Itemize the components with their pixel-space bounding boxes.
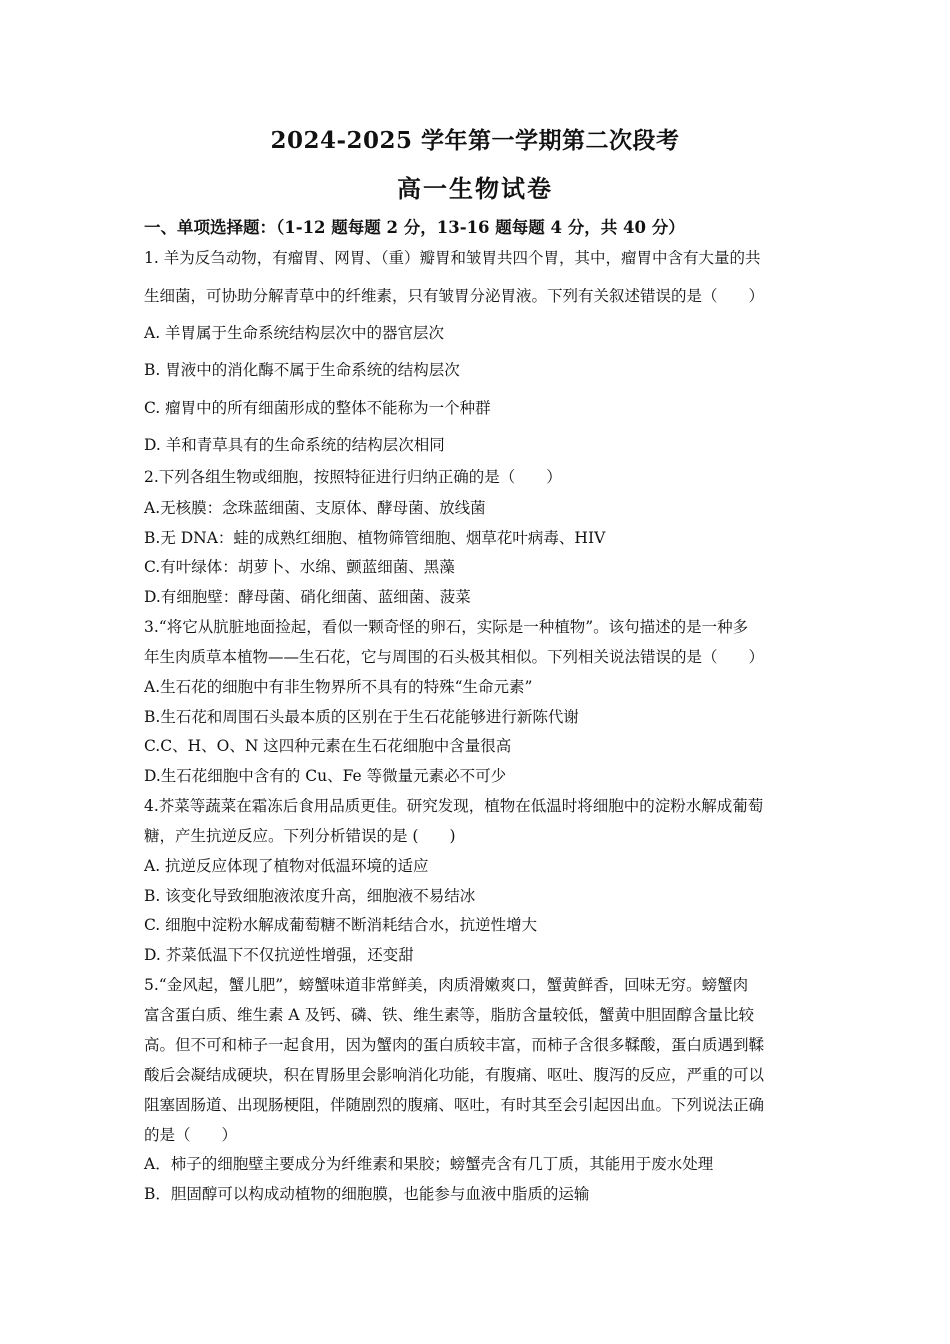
question-5-option-a: A．柿子的细胞壁主要成分为纤维素和果胶；螃蟹壳含有几丁质，其能用于废水处理: [144, 1155, 714, 1173]
question-2-option-d: D.有细胞壁：酵母菌、硝化细菌、蓝细菌、菠菜: [144, 588, 471, 606]
question-4-line-2: 糖，产生抗逆反应。下列分析错误的是 ( ): [144, 827, 456, 845]
exam-title: 2024-2025 学年第一学期第二次段考: [270, 127, 680, 154]
question-3-option-b: B.生石花和周围石头最本质的区别在于生石花能够进行新陈代谢: [144, 708, 579, 726]
question-3-option-d: D.生石花细胞中含有的 Cu、Fe 等微量元素必不可少: [144, 767, 507, 785]
question-2-option-c: C.有叶绿体：胡萝卜、水绵、颤蓝细菌、黑藻: [144, 558, 455, 576]
question-3-option-a: A.生石花的细胞中有非生物界所不具有的特殊“生命元素”: [144, 678, 533, 696]
question-2-option-b: B.无 DNA：蛙的成熟红细胞、植物筛管细胞、烟草花叶病毒、HIV: [144, 529, 606, 547]
question-2-stem: 2.下列各组生物或细胞，按照特征进行归纳正确的是（ ）: [144, 468, 562, 486]
question-1-option-d: D. 羊和青草具有的生命系统的结构层次相同: [144, 436, 445, 454]
question-1-option-c: C. 瘤胃中的所有细菌形成的整体不能称为一个种群: [144, 399, 491, 417]
question-3-line-2: 年生肉质草本植物——生石花，它与周围的石头极其相似。下列相关说法错误的是（ ）: [144, 648, 765, 666]
question-5-option-b: B．胆固醇可以构成动植物的细胞膜，也能参与血液中脂质的运输: [144, 1185, 590, 1203]
question-4-line-1: 4.芥菜等蔬菜在霜冻后食用品质更佳。研究发现，植物在低温时将细胞中的淀粉水解成葡萄: [144, 797, 764, 815]
question-5-line-2: 富含蛋白质、维生素 A 及钙、磷、铁、维生素等，脂肪含量较低，蟹黄中胆固醇含量比较: [144, 1006, 755, 1024]
question-5-line-5: 阻塞固肠道、出现肠梗阻，伴随剧烈的腹痛、呕吐，有时其至会引起因出血。下列说法正确: [144, 1096, 765, 1114]
exam-subtitle: 高一生物试卷: [397, 174, 553, 203]
question-1-option-a: A. 羊胃属于生命系统结构层次中的器官层次: [144, 324, 445, 342]
question-3-line-1: 3.“将它从肮脏地面捡起，看似一颗奇怪的卵石，实际是一种植物”。该句描述的是一种多: [144, 618, 749, 636]
question-1-option-b: B. 胃液中的消化酶不属于生命系统的结构层次: [144, 361, 460, 379]
question-5-line-4: 酸后会凝结成硬块，积在胃肠里会影响消化功能，有腹痛、呕吐、腹泻的反应，严重的可以: [144, 1066, 765, 1084]
question-1-line-1: 1. 羊为反刍动物，有瘤胃、网胃、（重）瓣胃和皱胃共四个胃，其中，瘤胃中含有大量的共: [144, 249, 761, 267]
question-4-option-d: D. 芥菜低温下不仅抗逆性增强，还变甜: [144, 946, 414, 964]
question-3-option-c: C.C、H、O、N 这四种元素在生石花细胞中含量很高: [144, 737, 512, 755]
question-5-line-1: 5.“金风起，蟹儿肥”，螃蟹味道非常鲜美，肉质滑嫩爽口，蟹黄鲜香，回味无穷。螃蟹肉: [144, 976, 749, 994]
question-5-line-3: 高。但不可和柿子一起食用，因为蟹肉的蛋白质较丰富，而柿子含很多鞣酸，蛋白质遇到鞣: [144, 1036, 765, 1054]
section-heading: 一、单项选择题：（1-12 题每题 2 分，13-16 题每题 4 分，共 40 分）: [144, 218, 685, 237]
question-4-option-b: B. 该变化导致细胞液浓度升高，细胞液不易结冰: [144, 887, 476, 905]
question-2-option-a: A.无核膜：念珠蓝细菌、支原体、酵母菌、放线菌: [144, 499, 486, 517]
question-4-option-c: C. 细胞中淀粉水解成葡萄糖不断消耗结合水，抗逆性增大: [144, 916, 538, 934]
question-4-option-a: A. 抗逆反应体现了植物对低温环境的适应: [144, 857, 429, 875]
question-1-line-2: 生细菌，可协助分解青草中的纤维素，只有皱胃分泌胃液。下列有关叙述错误的是（ ）: [144, 287, 765, 305]
question-5-line-6: 的是（ ）: [144, 1126, 238, 1144]
